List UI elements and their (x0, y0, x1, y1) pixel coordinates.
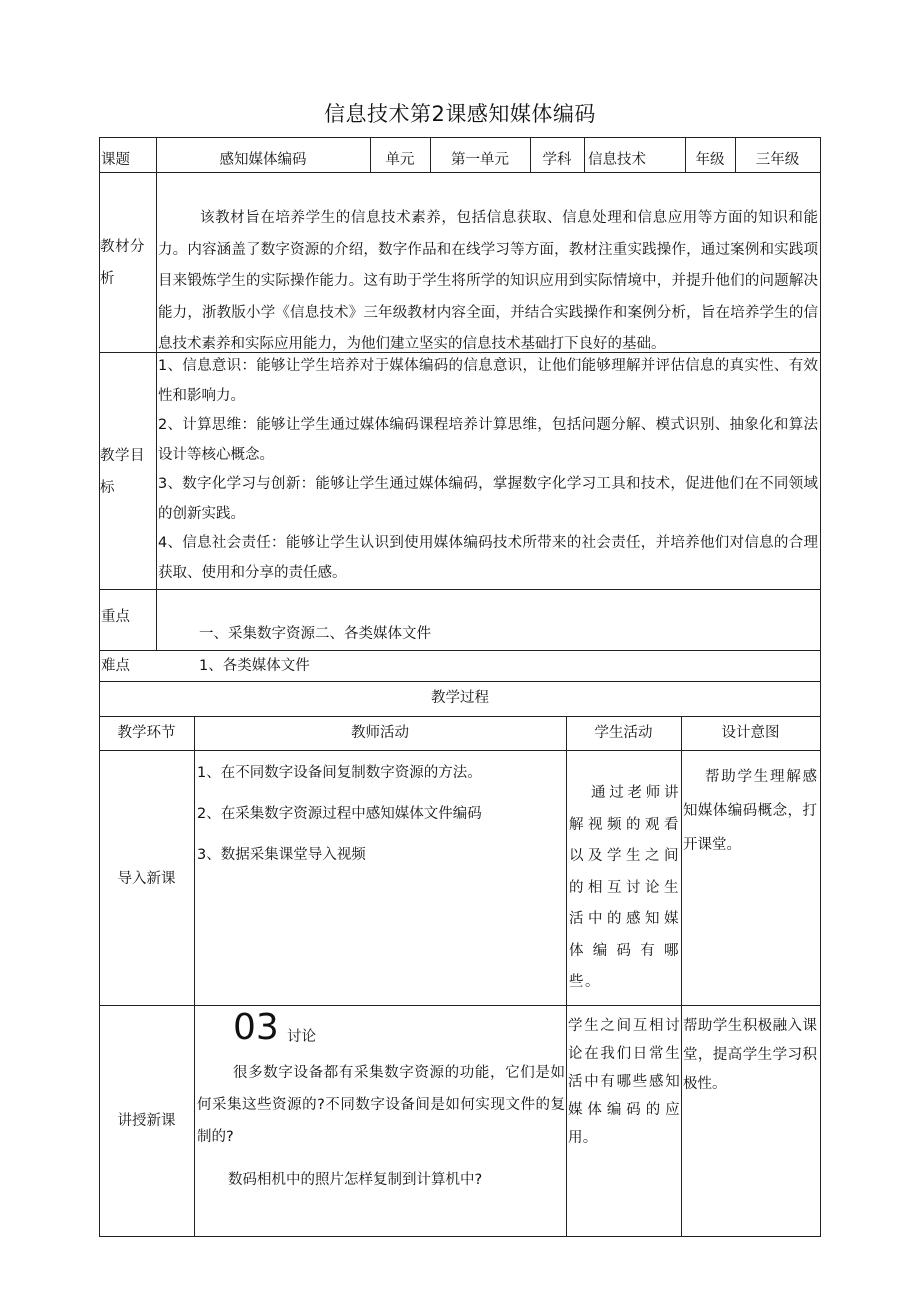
goals-label: 教学目标 (100, 448, 145, 496)
teacher-activity-question: 数码相机中的照片怎样复制到计算机中? (228, 1172, 483, 1188)
subject-label: 学科 (542, 152, 572, 168)
table-line (99, 137, 821, 138)
table-line (566, 716, 567, 1237)
table-line (584, 137, 585, 172)
table-line (99, 1005, 821, 1006)
teacher-activity-item: 1、在不同数字设备间复制数字资源的方法。 (197, 765, 482, 781)
page-title: 信息技术第2课感知媒体编码 (324, 102, 596, 126)
column-header: 设计意图 (721, 725, 780, 741)
teacher-activity-item: 3、数据采集课堂导入视频 (197, 847, 366, 863)
topic-value: 感知媒体编码 (219, 152, 307, 168)
process-title: 教学过程 (431, 690, 489, 706)
difficulty-label: 难点 (101, 658, 130, 674)
section-number: 03 (233, 1007, 279, 1048)
table-line (99, 750, 821, 751)
key-point-text: 一、采集数字资源二、各类媒体文件 (199, 626, 431, 642)
teacher-activity-paragraph: 很多数字设备都有采集数字资源的功能，它们是如何采集这些资源的?不同数字设备间是如何实现文件的复制的? (197, 1065, 565, 1145)
table-line (99, 716, 821, 717)
goal-item: 1、信息意识：能够让学生培养对于媒体编码的信息意识，让他们能够理解并评估信息的真实性、有效性和影响力。 (158, 358, 818, 404)
stage-label: 讲授新课 (117, 1113, 176, 1129)
unit-value: 第一单元 (451, 152, 509, 168)
teacher-activity-item: 2、在采集数字资源过程中感知媒体文件编码 (197, 806, 482, 822)
table-line (99, 681, 821, 682)
table-line (99, 650, 821, 651)
subject-value: 信息技术 (588, 152, 646, 168)
table-line (156, 137, 157, 650)
column-header: 教师活动 (351, 725, 409, 741)
difficulty-text: 1、各类媒体文件 (199, 658, 310, 674)
design-intent: 帮助学生积极融入课堂，提高学生学习积极性。 (683, 1018, 817, 1092)
goal-item: 4、信息社会责任：能够让学生认识到使用媒体编码技术所带来的社会责任，并培养他们对信息的合理获取、使用和分享的责任感。 (158, 535, 818, 581)
unit-label: 单元 (385, 152, 415, 168)
stage-label: 导入新课 (117, 871, 176, 887)
student-activity: 通过老师讲解视频的观看以及学生之间的相互讨论生活中的感知媒体编码有哪些。 (569, 785, 680, 990)
column-header: 教学环节 (117, 725, 176, 741)
key-point-label: 重点 (101, 609, 130, 625)
design-intent: 帮助学生理解感知媒体编码概念，打开课堂。 (683, 769, 817, 853)
grade-label: 年级 (695, 152, 725, 168)
grade-value: 三年级 (755, 152, 800, 168)
topic-label: 课题 (101, 152, 130, 168)
goal-item: 3、数字化学习与创新：能够让学生通过媒体编码，掌握数字化学习工具和技术，促进他们在不同领域的创新实践。 (158, 476, 818, 522)
table-line (99, 1236, 821, 1237)
student-activity: 学生之间互相讨论在我们日常生活中有哪些感知媒体编码的应用。 (568, 1018, 680, 1146)
table-line (681, 716, 682, 1237)
analysis-text: 该教材旨在培养学生的信息技术素养，包括信息获取、信息处理和信息应用等方面的知识和能力。内容涵盖了数字资源的介绍，数字作品和在线学习等方面，教材注重实践操作，通过案例和实践项目来锻炼学生的实际操作能力。这有助于学生将所学的知识应用到实际情境中，并提升他们的问题解决能力，浙教版小学《信息技术》三年级教材内容全面，并结合实践操作和案例分析，旨在培养学生的信息技术素养和实际应用能力，为他们建立坚实的信息技术基础打下良好的基础。 (158, 210, 818, 352)
column-header: 学生活动 (594, 725, 653, 741)
table-line (99, 137, 100, 1237)
section-heading: 讨论 (287, 1029, 316, 1045)
table-line (99, 589, 821, 590)
table-line (820, 137, 821, 1237)
table-line (99, 172, 821, 173)
goal-item: 2、计算思维：能够让学生通过媒体编码课程培养计算思维，包括问题分解、模式识别、抽象化和算法设计等核心概念。 (158, 417, 818, 463)
table-line (194, 716, 195, 1237)
analysis-label: 教材分析 (100, 239, 145, 287)
